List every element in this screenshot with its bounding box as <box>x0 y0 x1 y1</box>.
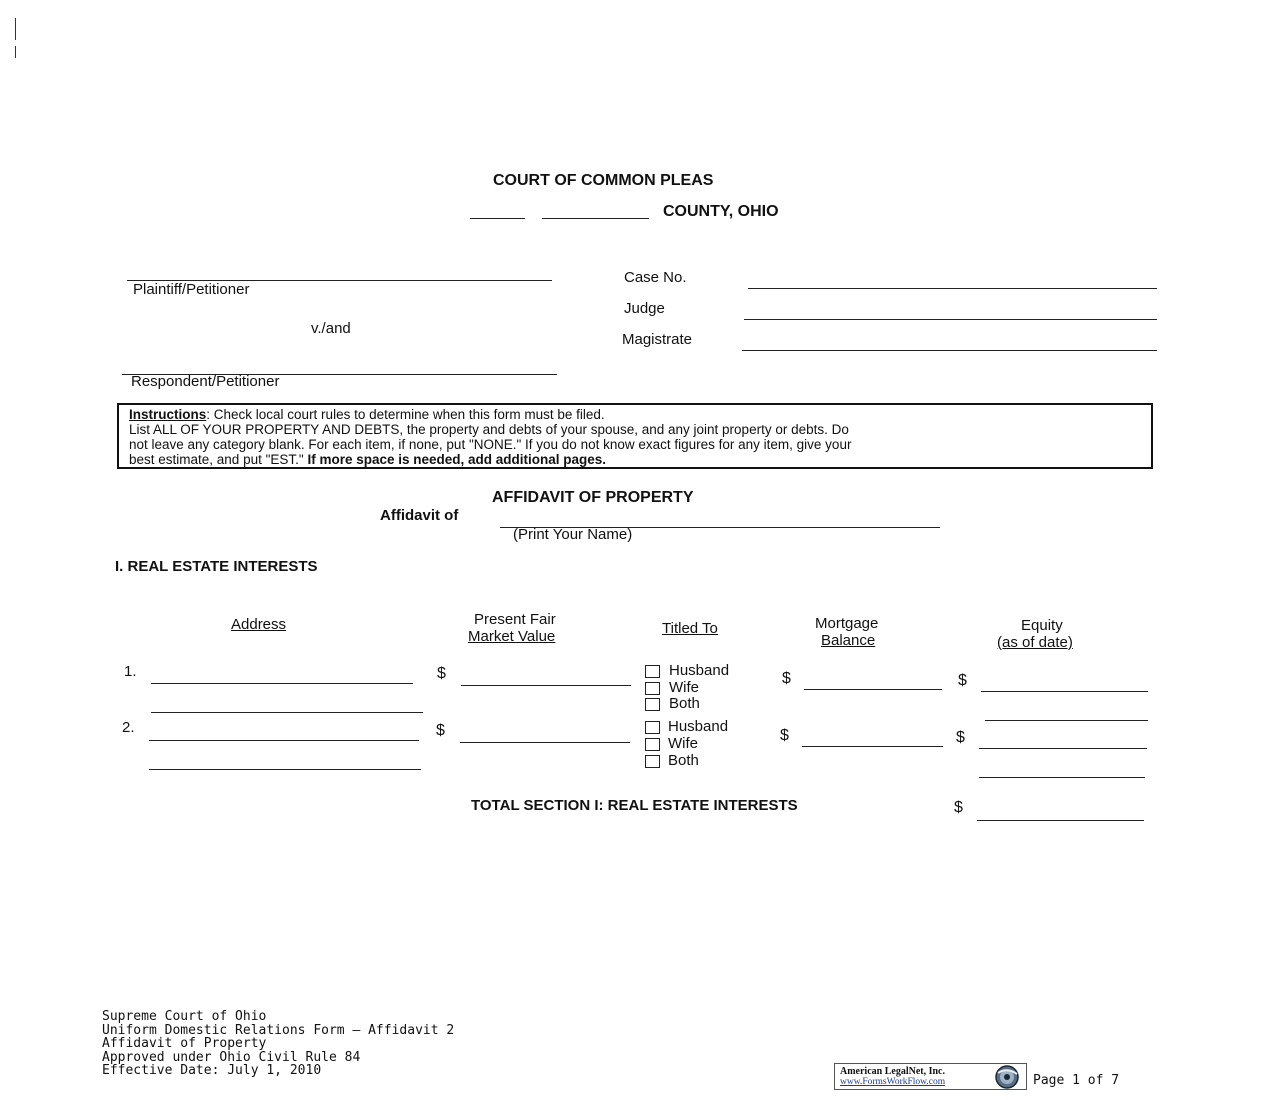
equity-field-1b[interactable] <box>985 720 1148 721</box>
wife-label: Wife <box>668 735 698 752</box>
footer-line: Approved under Ohio Civil Rule 84 <box>102 1050 361 1065</box>
footer-line: Affidavit of Property <box>102 1036 267 1051</box>
instructions-label: Instructions <box>129 407 207 422</box>
fmv-header-line2: Market Value <box>468 628 556 645</box>
address-field-2a[interactable] <box>149 740 419 741</box>
margin-mark <box>15 46 16 58</box>
affidavit-of-label: Affidavit of <box>380 507 459 524</box>
magistrate-field[interactable] <box>742 350 1157 351</box>
instructions-line2: List ALL OF YOUR PROPERTY AND DEBTS, the property and debts of your spouse, and any joint property or debts. Do <box>129 422 849 437</box>
footer-line: Supreme Court of Ohio <box>102 1009 267 1024</box>
husband-checkbox[interactable] <box>645 721 660 734</box>
fmv-field-1[interactable] <box>461 685 631 686</box>
equity-header-line1: Equity <box>1021 617 1063 634</box>
case-no-field[interactable] <box>748 288 1157 289</box>
globe-icon <box>992 1065 1022 1089</box>
respondent-label: Respondent/Petitioner <box>131 373 280 390</box>
legalnet-logo <box>834 1063 1027 1090</box>
address-column-header: Address <box>231 616 287 633</box>
currency-symbol: $ <box>956 729 965 746</box>
row-number: 2. <box>122 719 135 736</box>
footer-line: Effective Date: July 1, 2010 <box>102 1063 322 1078</box>
husband-label: Husband <box>669 662 730 679</box>
currency-symbol: $ <box>780 727 789 744</box>
equity-header-line2: (as of date) <box>997 634 1073 651</box>
logo-company: American LegalNet, Inc. <box>840 1066 945 1077</box>
both-checkbox[interactable] <box>645 755 660 768</box>
currency-symbol: $ <box>958 672 967 689</box>
address-field-2b[interactable] <box>149 769 421 770</box>
page-number: Page 1 of 7 <box>1033 1073 1120 1088</box>
currency-symbol: $ <box>954 799 963 816</box>
address-field-1a[interactable] <box>151 683 413 684</box>
versus-label: v./and <box>311 320 351 337</box>
currency-symbol: $ <box>782 670 791 687</box>
instructions-box <box>117 403 1153 469</box>
margin-mark <box>15 18 16 40</box>
fmv-field-2[interactable] <box>460 742 630 743</box>
instructions-line3: not leave any category blank. For each item, if none, put "NONE." If you do not know exact figures for any item, give your <box>129 437 852 452</box>
equity-field-1a[interactable] <box>981 691 1148 692</box>
plaintiff-label: Plaintiff/Petitioner <box>133 281 250 298</box>
mortgage-field-2[interactable] <box>802 746 943 747</box>
wife-label: Wife <box>669 679 699 696</box>
row-number: 1. <box>124 663 137 680</box>
husband-label: Husband <box>668 718 729 735</box>
instructions-line4b: If more space is needed, add additional pages. <box>307 452 607 467</box>
equity-field-2a[interactable] <box>979 748 1147 749</box>
both-label: Both <box>669 695 700 712</box>
county-blank[interactable] <box>470 218 525 219</box>
titled-to-header: Titled To <box>662 620 718 637</box>
affidavit-title: AFFIDAVIT OF PROPERTY <box>492 489 694 506</box>
equity-field-2b[interactable] <box>979 777 1145 778</box>
footer-line: Uniform Domestic Relations Form – Affidavit 2 <box>102 1023 455 1038</box>
section-title: I. REAL ESTATE INTERESTS <box>115 558 318 575</box>
judge-field[interactable] <box>744 319 1157 320</box>
currency-symbol: $ <box>436 722 445 739</box>
instructions-line4a: best estimate, and put "EST." <box>129 452 304 467</box>
case-no-label: Case No. <box>624 269 687 286</box>
both-checkbox[interactable] <box>645 698 660 711</box>
print-name-label: (Print Your Name) <box>513 526 633 543</box>
mortgage-header-line2: Balance <box>821 632 876 649</box>
mortgage-header-line1: Mortgage <box>815 615 879 632</box>
total-label: TOTAL SECTION I: REAL ESTATE INTERESTS <box>471 797 798 814</box>
magistrate-label: Magistrate <box>622 331 693 348</box>
logo-url: www.FormsWorkFlow.com <box>840 1077 946 1087</box>
address-field-1b[interactable] <box>151 712 423 713</box>
wife-checkbox[interactable] <box>645 682 660 695</box>
county-blank[interactable] <box>542 218 649 219</box>
mortgage-field-1[interactable] <box>804 689 942 690</box>
husband-checkbox[interactable] <box>645 665 660 678</box>
total-field[interactable] <box>977 820 1144 821</box>
judge-label: Judge <box>624 300 665 317</box>
currency-symbol: $ <box>437 665 446 682</box>
county-label: COUNTY, OHIO <box>663 203 779 220</box>
wife-checkbox[interactable] <box>645 738 660 751</box>
both-label: Both <box>668 752 699 769</box>
instructions-line1: : Check local court rules to determine when this form must be filed. <box>206 407 605 422</box>
fmv-header-line1: Present Fair <box>474 611 556 628</box>
court-title: COURT OF COMMON PLEAS <box>493 172 714 189</box>
